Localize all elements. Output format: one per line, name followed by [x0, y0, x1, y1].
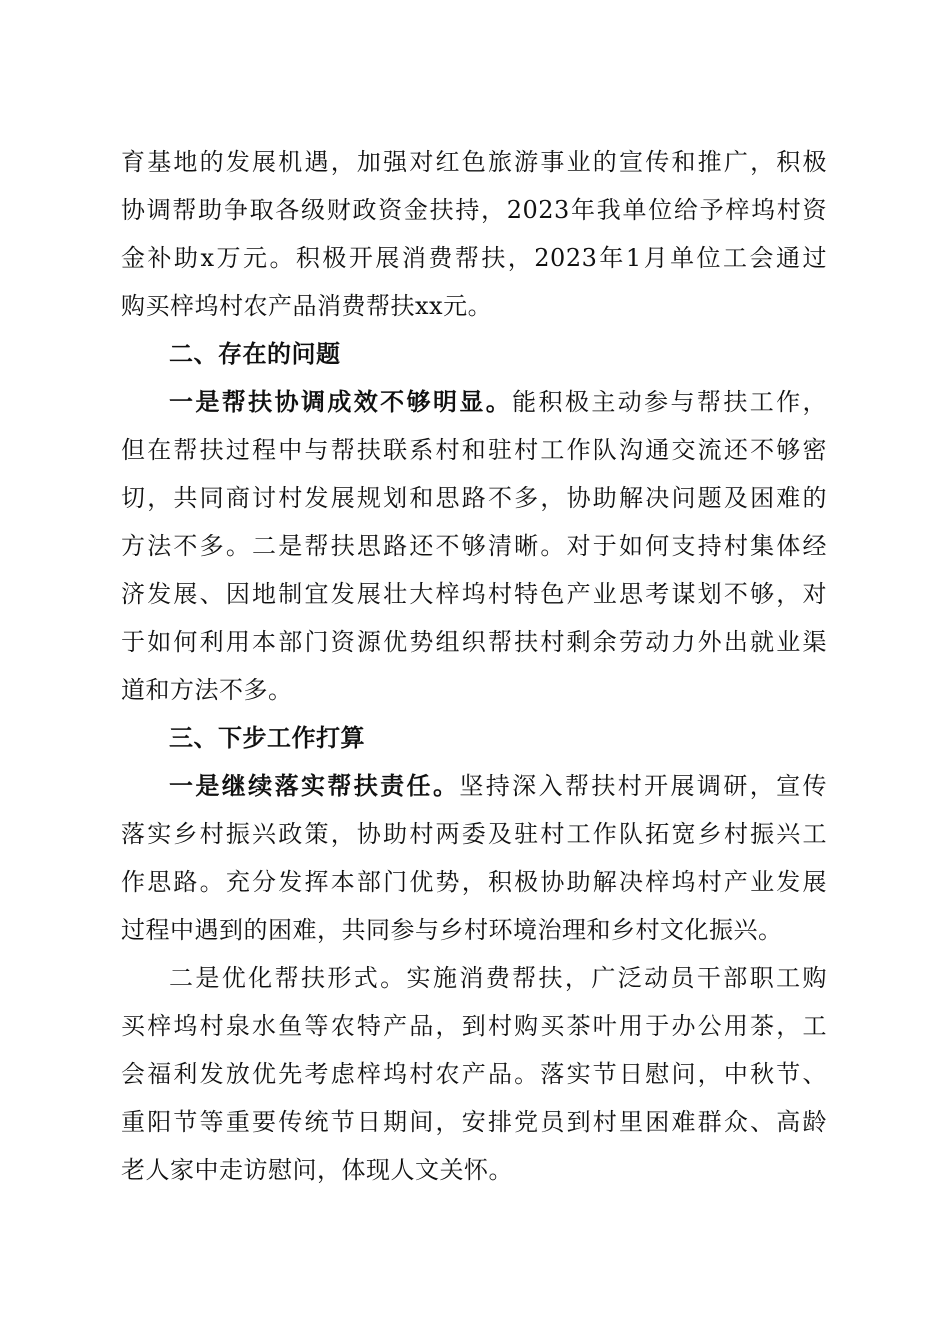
text-line [121, 762, 827, 810]
text-line: 购买梓坞村农产品消费帮扶xx元。 [121, 292, 493, 320]
paragraph-optimize [121, 954, 827, 1194]
document-body [121, 138, 827, 1194]
text-line: 作思路。充分发挥本部门优势，积极协助解决梓坞村产业发展 [121, 868, 827, 896]
text-line: 方法不多。二是帮扶思路还不够清晰。对于如何支持村集体经 [121, 532, 827, 560]
text-line: 老人家中走访慰问，体现人文关怀。 [121, 1156, 513, 1184]
text-line: 买梓坞村泉水鱼等农特产品，到村购买茶叶用于办公用茶，工 [121, 1012, 827, 1040]
paragraph-responsibility [121, 762, 827, 954]
section-heading-next-steps: 三、下步工作打算 [169, 724, 365, 752]
text-line: 二是优化帮扶形式。实施消费帮扶，广泛动员干部职工购 [169, 964, 827, 992]
text-line: 会福利发放优先考虑梓坞村农产品。落实节日慰问，中秋节、 [121, 1060, 827, 1088]
text-line [121, 378, 827, 426]
text-line: 于如何利用本部门资源优势组织帮扶村剩余劳动力外出就业渠 [121, 628, 827, 656]
text-line: 切，共同商讨村发展规划和思路不多，协助解决问题及困难的 [121, 484, 827, 512]
section-heading-problems: 二、存在的问题 [169, 340, 341, 368]
text-line: 育基地的发展机遇，加强对红色旅游事业的宣传和推广，积极 [121, 148, 827, 176]
text-line: 但在帮扶过程中与帮扶联系村和驻村工作队沟通交流还不够密 [121, 436, 827, 464]
lead-phrase: 一是帮扶协调成效不够明显。 [169, 387, 513, 416]
text-run: 能积极主动参与帮扶工作， [512, 388, 828, 416]
text-line: 重阳节等重要传统节日期间，安排党员到村里困难群众、高龄 [121, 1108, 827, 1136]
text-line: 道和方法不多。 [121, 676, 293, 704]
paragraph-funding [121, 138, 827, 330]
text-line: 金补助x万元。积极开展消费帮扶，2023年1月单位工会通过 [121, 244, 827, 272]
text-line: 协调帮助争取各级财政资金扶持，2023年我单位给予梓坞村资 [121, 196, 827, 224]
text-line: 落实乡村振兴政策，协助村两委及驻村工作队拓宽乡村振兴工 [121, 820, 827, 848]
text-line: 济发展、因地制宜发展壮大梓坞村特色产业思考谋划不够，对 [121, 580, 827, 608]
text-line: 过程中遇到的困难，共同参与乡村环境治理和乡村文化振兴。 [121, 916, 783, 944]
paragraph-problems [121, 378, 827, 714]
text-run: 坚持深入帮扶村开展调研，宣传 [459, 772, 828, 800]
lead-phrase: 一是继续落实帮扶责任。 [169, 771, 460, 800]
